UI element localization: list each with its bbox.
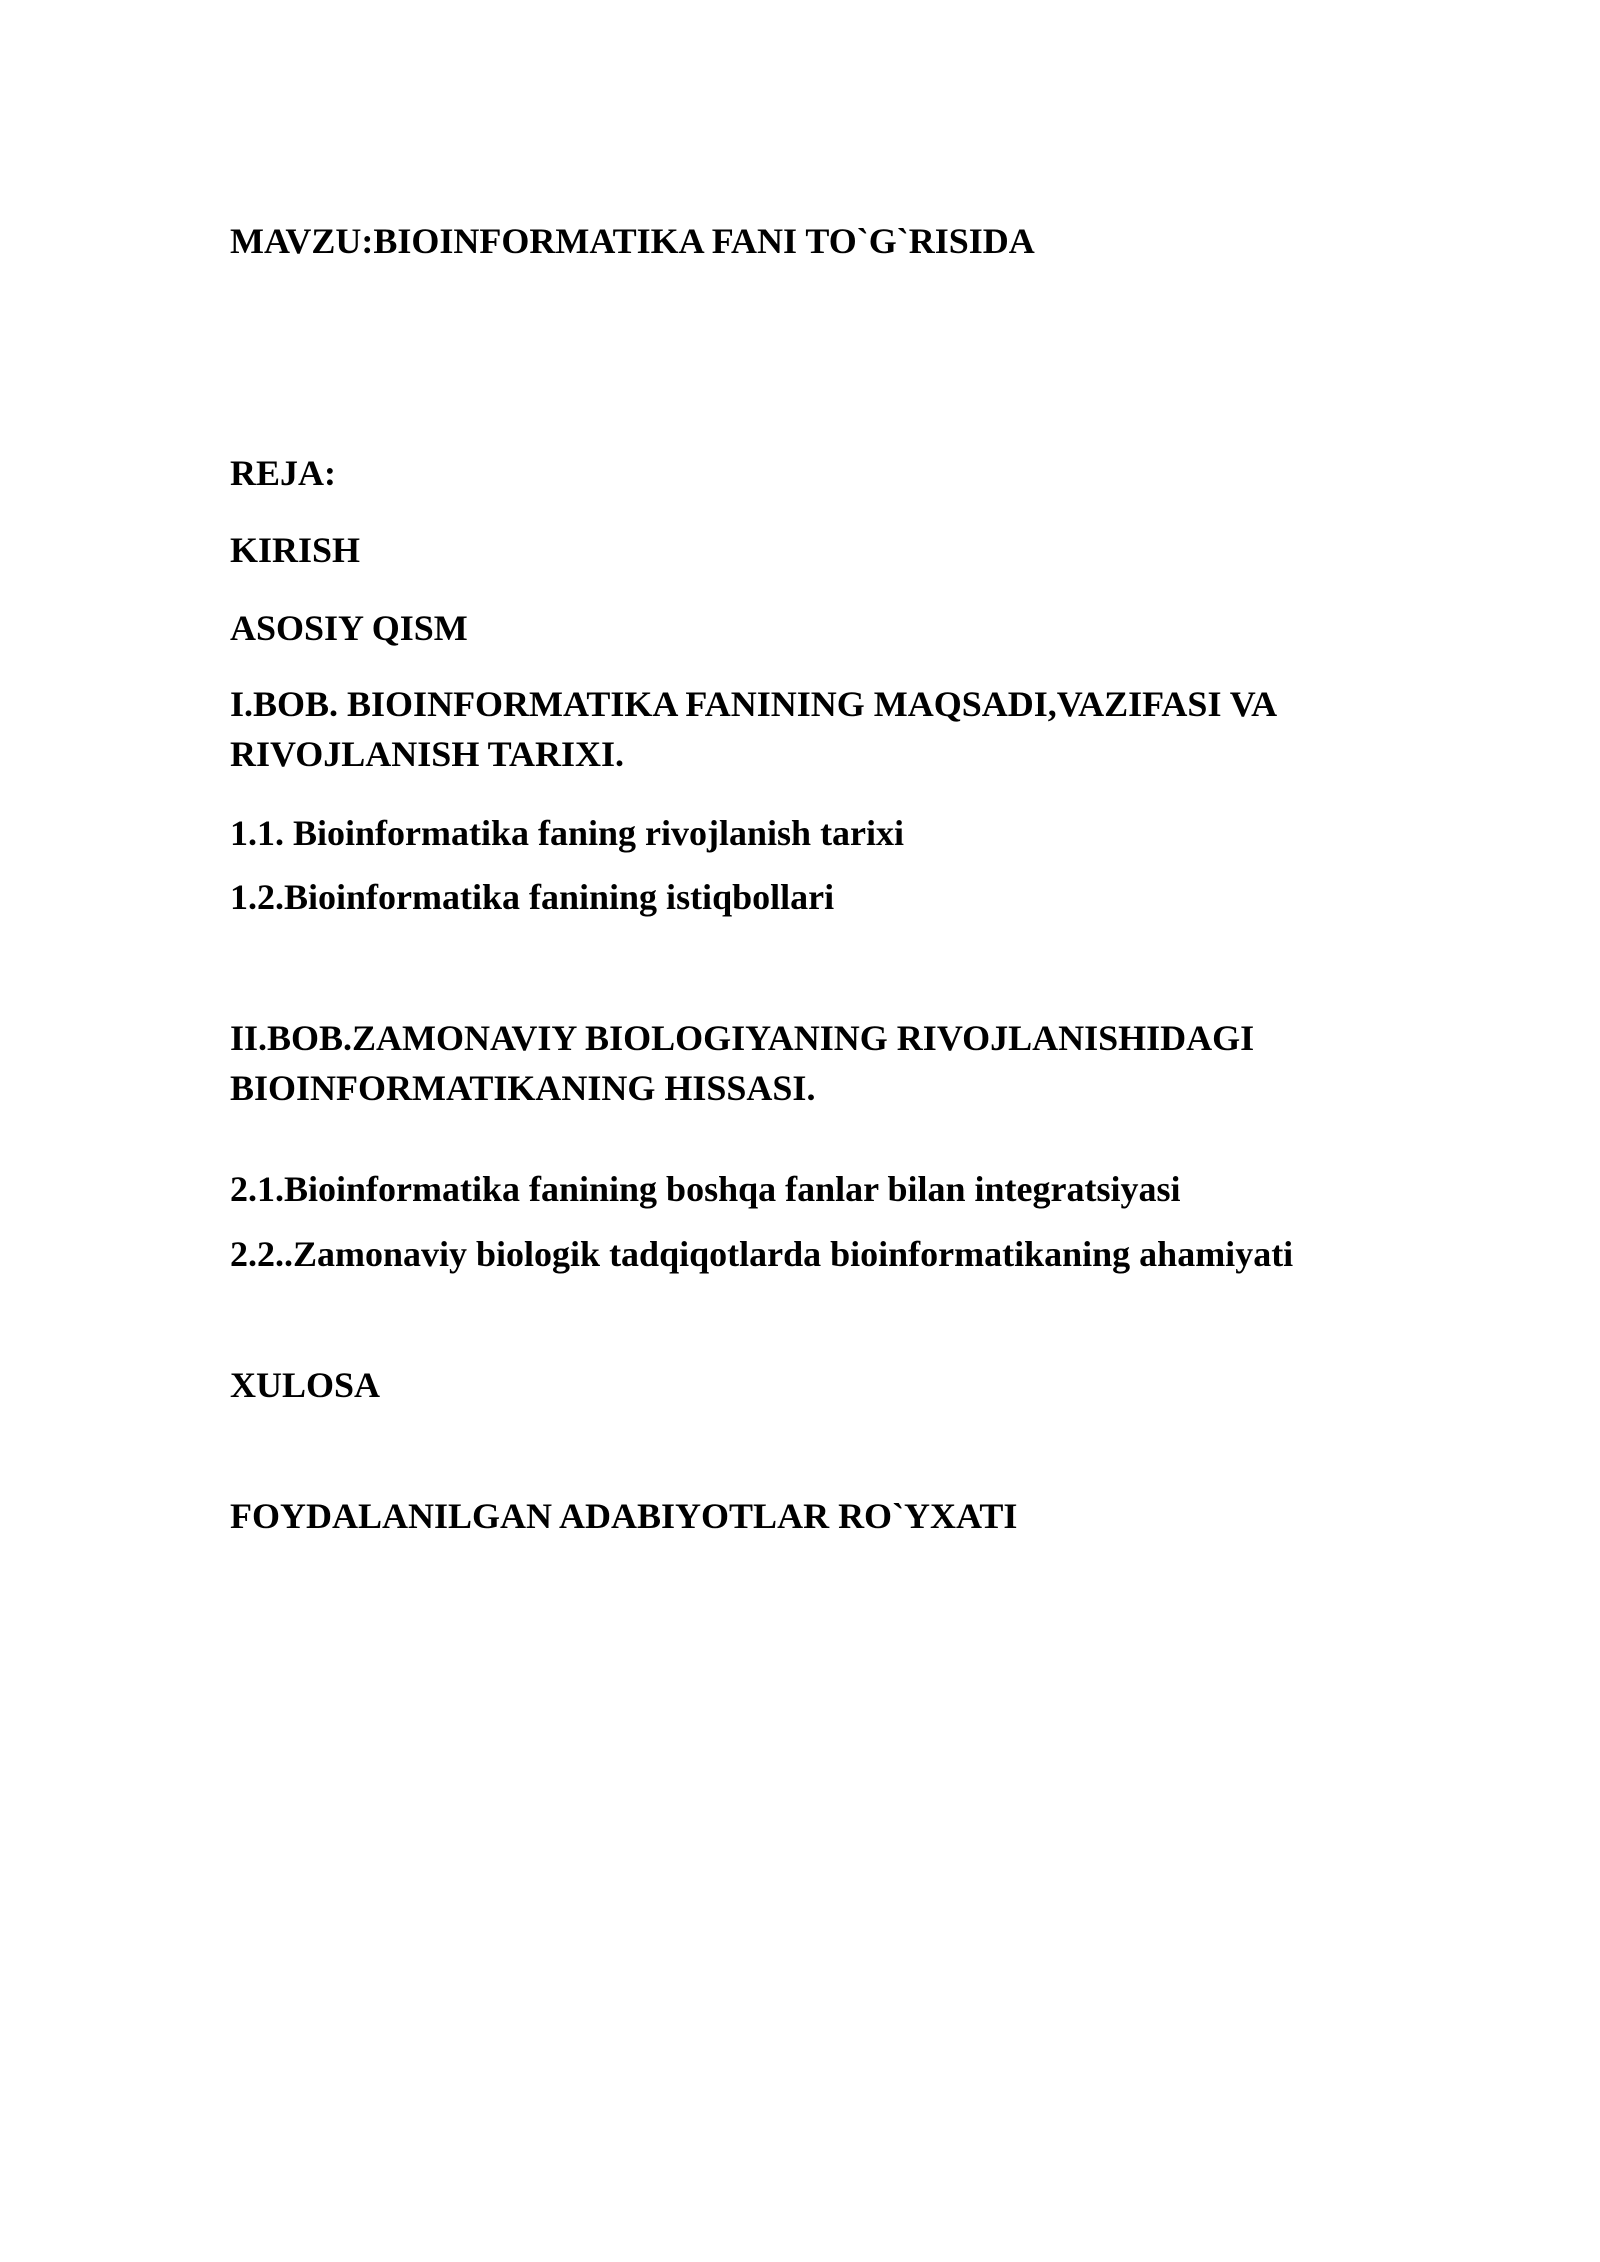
chapter-2-heading: II.BOB.ZAMONAVIY BIOLOGIYANING RIVOJLANISHIDAGI BIOINFORMATIKANING HISSASI. <box>230 1018 1255 1108</box>
chapter-1-heading: I.BOB. BIOINFORMATIKA FANINING MAQSADI,VAZIFASI VA RIVOJLANISH TARIXI. <box>230 684 1276 774</box>
plan-heading: REJA: <box>230 453 336 493</box>
conclusion-item: XULOSA <box>230 1365 381 1405</box>
references-item: FOYDALANILGAN ADABIYOTLAR RO`YXATI <box>230 1496 1018 1536</box>
main-part-item: ASOSIY QISM <box>230 608 468 648</box>
section-1-2: 1.2.Bioinformatika fanining istiqbollari <box>230 877 835 917</box>
section-2-1: 2.1.Bioinformatika fanining boshqa fanlar bilan integratsiyasi <box>230 1169 1181 1209</box>
introduction-item: KIRISH <box>230 530 361 570</box>
section-2-2: 2.2..Zamonaviy biologik tadqiqotlarda bioinformatikaning ahamiyati <box>230 1234 1294 1274</box>
section-1-1: 1.1. Bioinformatika faning rivojlanish tarixi <box>230 813 905 853</box>
document-title: MAVZU:BIOINFORMATIKA FANI TO`G`RISIDA <box>230 221 1035 261</box>
